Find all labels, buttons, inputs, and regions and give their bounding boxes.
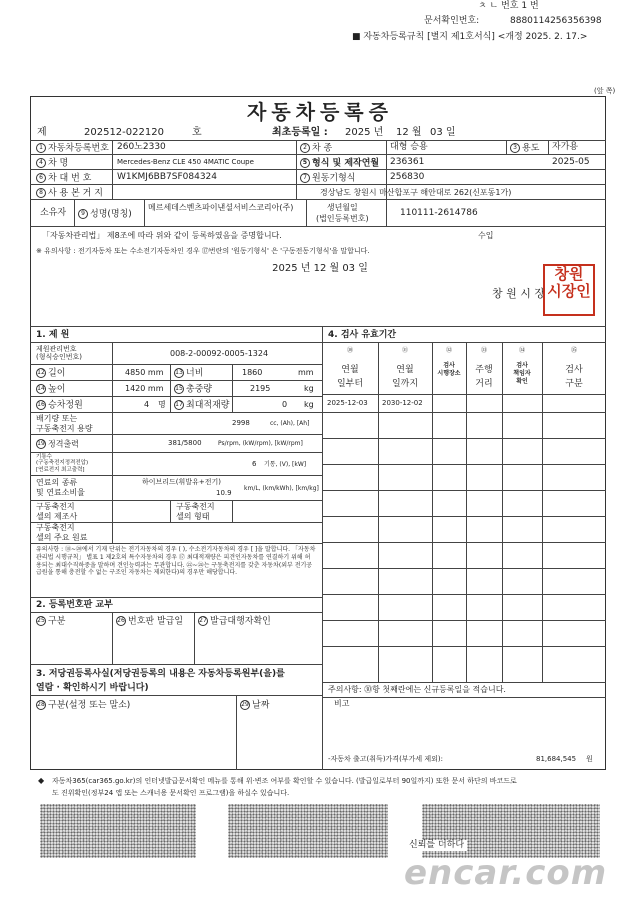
revenue-label: 수입 (478, 231, 494, 240)
spec-management-number: 008-2-00092-0005-1324 (170, 349, 269, 358)
manufacture-date: 2025-05 (552, 157, 590, 167)
inspection-from-date: 2025-12-03 (327, 399, 368, 407)
vehicle-type: 대형 승용 (390, 142, 428, 152)
seating-capacity: 4 (144, 400, 150, 409)
issuer: 창 원 시 장 (492, 287, 545, 300)
field-25-label: 25 구분 (37, 616, 66, 627)
field-26-label: 26 번호판 발급일 (117, 616, 184, 627)
barcode-left (40, 804, 196, 858)
field-12-label: 12 길이 (37, 368, 66, 379)
field-17-label: 17 최대적재량 (175, 400, 230, 411)
height: 1420 mm (125, 384, 164, 393)
length: 4850 mm (125, 368, 164, 377)
field-13-label: 13 너비 (175, 368, 204, 379)
issue-date: 2025 년 12 월 03 일 (272, 263, 368, 274)
field-16-label: 16 승차정원 (37, 400, 83, 411)
gross-weight: 2195 (250, 384, 271, 393)
displacement-unit: cc, (Ah), [Ah] (270, 420, 310, 427)
field-14-label: 14 높이 (37, 384, 66, 395)
reg-no-suffix: 호 (192, 127, 202, 138)
top-notice: ※ 유의사항 : 전기자동차 또는 수소전기자동차인 경우 ⑰번란의 '원동기형식' 은 '구동전동기형식'을 말합니다. (36, 247, 370, 255)
inspection-col-label: 연월 일까지 (391, 365, 419, 389)
lien-heading: 3. 저당권등록사실(저당권등록의 내용은 자동차등록원부(을)를 열람 · 확인하시기 바랍니다) (36, 669, 285, 693)
field-3-label: 3 용도 (510, 143, 539, 154)
displacement: 2998 (232, 419, 250, 427)
field-8-label: 8 사 용 본 거 지 (36, 188, 103, 199)
first-reg-year: 2025 년 (345, 127, 384, 138)
field-28-label: 28 구분(설정 또는 말소) (37, 700, 131, 711)
vin: W1KMJ6BB7SF084324 (117, 172, 217, 182)
doc-number-label: 문서확인번호: (424, 16, 480, 26)
inspection-col-num: ㉟ (570, 347, 577, 354)
field-4-label: 4 차 명 (36, 158, 68, 169)
field-1-label: 1 자동차등록번호 (36, 143, 109, 154)
trust-label: 신뢰를 더하다 (406, 840, 467, 851)
official-seal: 창원 시장인 (543, 264, 595, 316)
cylinders: 6 (252, 460, 257, 468)
price-value: 81,684,545 (536, 755, 577, 763)
fuel-efficiency: 10.9 (216, 489, 232, 497)
document-title: 자동차등록증 (247, 100, 393, 124)
field-2-label: 2 차 종 (300, 143, 332, 154)
price-label: -자동차 출고(취득)가격(부가세 제외): (328, 755, 443, 763)
seating-unit: 명 (158, 400, 166, 409)
rated-output: 381/5800 (168, 439, 202, 447)
inspection-col-num: ㉛ (401, 347, 408, 354)
footer-line-2: 도 진위확인(정부24 앱 또는 스캐너용 문서확인 프로그램)을 하실수 있습니다. (52, 789, 290, 797)
cylinders-unit: 기통, (V), [kW] (264, 461, 307, 468)
field-27-label: 27 발급대행자확인 (199, 616, 271, 627)
max-load-unit: kg (304, 400, 314, 409)
first-reg-day: 03 일 (430, 127, 456, 138)
inspection-col-num: ㉞ (518, 347, 525, 354)
inspection-to-date: 2030-12-02 (382, 399, 423, 407)
engine-type: 256830 (390, 172, 425, 182)
spec-heading: 1. 제 원 (36, 330, 70, 340)
field-11-label: 제원관리번호 (형식승인번호) (36, 345, 83, 362)
inspection-heading: 4. 검사 유효기간 (328, 330, 397, 340)
fuel-efficiency-unit: km/L, (km/kWh), [km/kg] (244, 485, 319, 492)
certify-text: 「자동차관리법」 제8조에 따라 위와 같이 등록하였음을 증명합니다. (42, 231, 282, 240)
field-22-label: 구동축전지 셀의 제조사 (36, 502, 78, 521)
spec-notice: 유의사항 : ⑱~⑳에서 기재 단위는 전기자동차의 경우 ( ), 수소전기자동차의 경우 [ ]을 말합니다. 「자동차관리법 시행규칙」 별표 1 제2호의 특수자동차의 경우 ⑰ 최대적재량은 피견인자동차를 연결하기 위해 허용되는 최대수직하중을 말하며 견인능력과는 무관합니다. ㉒~㉔는 구동축전지를 갖춘 자동차(외부 전기공급원을 통해 충전할 수 없는 구조인 자동차는 제외한다)의 경우만 해당합니다. (36, 546, 316, 577)
footer-line-1: 자동차365(car365.go.kr)의 인터넷발급문서확인 메뉴를 통해 위·변조 여부를 확인할 수 있습니다. (발급일로부터 90일까지) 또한 문서 하단의 바코드로 (52, 777, 517, 785)
model-code: 236361 (390, 157, 425, 167)
field-15-label: 15 총중량 (175, 384, 213, 395)
reg-no-prefix: 제 (37, 127, 47, 138)
field-6-label: 6 차 대 번 호 (36, 173, 91, 184)
first-reg-month: 12 월 (396, 127, 422, 138)
vehicle-name: Mercedes-Benz CLE 450 4MATIC Coupe (117, 158, 254, 166)
watermark: encar.com (404, 853, 608, 893)
max-load: 0 (282, 400, 288, 409)
page-side: (앞 쪽) (594, 87, 616, 95)
inspection-col-label: 검사 시행장소 (437, 362, 461, 377)
price-unit: 원 (586, 755, 593, 763)
inspection-col-num: ㉚ (346, 347, 353, 354)
width: 1860 (242, 368, 263, 377)
field-5-label: 5 형식 및 제작연월 (300, 158, 379, 169)
serial-top: ㅊ ㄴ 번호 1 번 (478, 1, 539, 11)
inspection-notice: 주의사항: ㉚항 첫째란에는 신규등록일을 적습니다. (328, 685, 506, 694)
field-29-label: 29 날짜 (241, 700, 270, 711)
inspection-col-num: ㉜ (445, 347, 452, 354)
field-19-label: 19 정격출력 (37, 439, 79, 449)
field-21-label: 연료의 종류 및 연료소비율 (36, 478, 85, 497)
base-address: 경상남도 창원시 마산합포구 해안대로 262(신포동1가) (320, 188, 512, 197)
registration-number: 260노2330 (117, 142, 166, 152)
field-24-label: 구동축전지 셀의 주요 원료 (36, 523, 88, 542)
remarks-label: 비고 (334, 699, 350, 708)
inspection-col-label: 주행 거리 (475, 365, 493, 389)
doc-number: 8880114256356398 (510, 16, 602, 26)
inspection-col-num: ㉝ (480, 347, 487, 354)
usage: 자가용 (552, 142, 579, 152)
field-7-label: 7 원동기형식 (300, 173, 355, 184)
inspection-col-label: 연월 일부터 (336, 365, 364, 389)
field-20-label: 기통수 (구동축전지정격전압) [연료전지 최고출력] (36, 454, 89, 473)
fuel-type: 하이브리드(휘발유+전기) (142, 478, 221, 486)
first-reg-label: 최초등록일 : (272, 127, 328, 138)
diamond-icon: ◆ (38, 776, 45, 785)
field-10-label: 생년월일 (법인등록번호) (316, 203, 369, 224)
plate-heading: 2. 등록번호판 교부 (36, 600, 113, 610)
regulation-text: ■ 자동차등록규칙 [별지 제1호서식] <개정 2025. 2. 17.> (352, 32, 588, 42)
owner-label: 소유자 (40, 208, 67, 218)
width-unit: mm (298, 368, 314, 377)
gross-weight-unit: kg (304, 384, 314, 393)
inspection-col-label: 검사 구분 (565, 365, 583, 389)
field-18-label: 배기량 또는 구동축전지 용량 (36, 414, 93, 433)
inspection-col-label: 검사 책임자 확인 (513, 362, 531, 385)
field-23-label: 구동축전지 셀의 형태 (176, 502, 215, 521)
corp-reg-number: 110111-2614786 (400, 208, 478, 218)
rated-output-unit: Ps/rpm, (kW/rpm), [kW/rpm] (218, 440, 303, 447)
field-9-label: 9 성명(명칭) (78, 209, 132, 220)
barcode-middle (228, 804, 388, 858)
owner-name: 메르세데스벤츠파이낸셜서비스코리아(주) (148, 203, 294, 212)
reg-no-value: 202512-022120 (84, 127, 164, 138)
